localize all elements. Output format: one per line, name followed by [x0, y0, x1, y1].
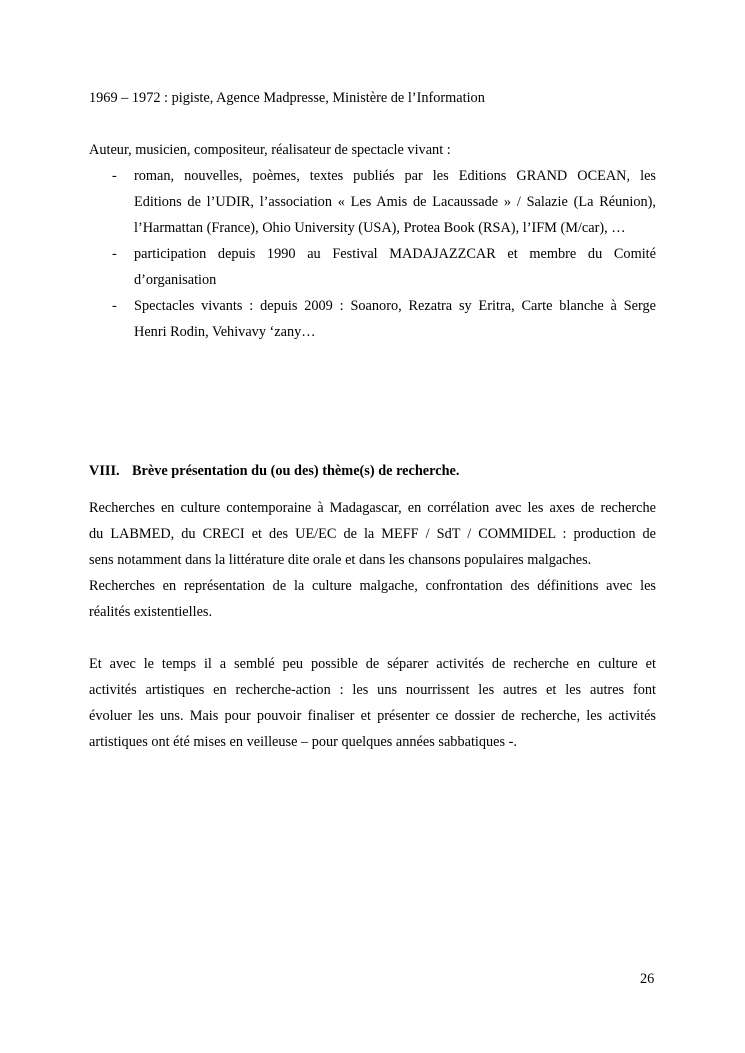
paragraph-line: Recherches en culture contemporaine à Madagascar, en corrélation avec les axes de recherche — [89, 500, 656, 516]
career-line: 1969 – 1972 : pigiste, Agence Madpresse, Ministère de l’Information — [89, 90, 485, 106]
section-number: VIII. — [89, 463, 120, 479]
list-item-line: Editions de l’UDIR, l’association « Les Amis de Lacaussade » / Salazie (La Réunion), — [134, 194, 656, 210]
paragraph-line: artistiques ont été mises en veilleuse – pour quelques années sabbatiques -. — [89, 734, 517, 750]
activities-intro: Auteur, musicien, compositeur, réalisateur de spectacle vivant : — [89, 142, 451, 158]
section-title: Brève présentation du (ou des) thème(s) de recherche. — [132, 463, 460, 479]
list-item-3 — [134, 293, 656, 345]
list-bullet: - — [112, 298, 117, 314]
list-item-line: participation depuis 1990 au Festival MADAJAZZCAR et membre du Comité — [134, 246, 656, 262]
list-item-line: Henri Rodin, Vehivavy ‘zany… — [134, 324, 316, 340]
paragraph-line: évoluer les uns. Mais pour pouvoir finaliser et présenter ce dossier de recherche, les activités — [89, 708, 656, 724]
paragraph-line: réalités existentielles. — [89, 604, 213, 620]
paragraph-line: Et avec le temps il a semblé peu possible de séparer activités de recherche en culture et — [89, 656, 656, 672]
list-item-line: d’organisation — [134, 272, 217, 288]
paragraph-line: activités artistiques en recherche-action : les uns nourrissent les autres et les autres font — [89, 682, 656, 698]
paragraph-line: sens notamment dans la littérature dite orale et dans les chansons populaires malgaches. — [89, 552, 592, 568]
list-item-line: l’Harmattan (France), Ohio University (USA), Protea Book (RSA), l’IFM (M/car), … — [134, 220, 626, 236]
list-item-1 — [134, 163, 656, 241]
list-bullet: - — [112, 168, 117, 184]
paragraph-research-action — [89, 651, 656, 755]
page-number: 26 — [640, 971, 655, 987]
list-item-line: Spectacles vivants : depuis 2009 : Soanoro, Rezatra sy Eritra, Carte blanche à Serge — [134, 298, 656, 314]
paragraph-line: du LABMED, du CRECI et des UE/EC de la MEFF / SdT / COMMIDEL : production de — [89, 526, 656, 542]
list-item-line: roman, nouvelles, poèmes, textes publiés par les Editions GRAND OCEAN, les — [134, 168, 656, 184]
paragraph-line: Recherches en représentation de la culture malgache, confrontation des définitions avec les — [89, 578, 656, 594]
paragraph-research-themes — [89, 495, 656, 625]
list-bullet: - — [112, 246, 117, 262]
list-item-2 — [134, 241, 656, 293]
section-heading — [89, 463, 459, 480]
